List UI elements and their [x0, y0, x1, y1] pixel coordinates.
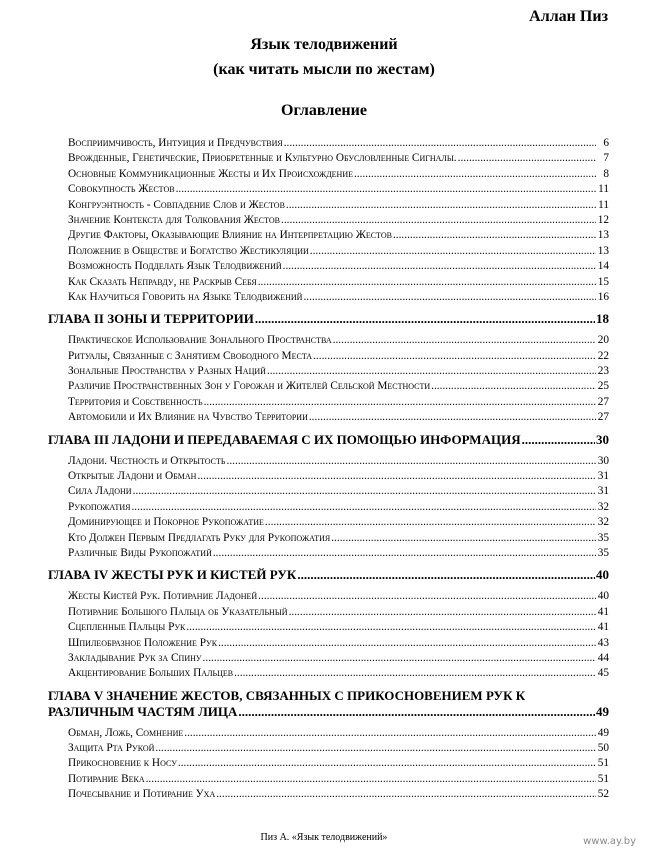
entry-page: 49 [597, 726, 609, 739]
toc-chapter-4[interactable] [48, 567, 609, 583]
toc-entry[interactable] [48, 275, 609, 290]
entry-page: 27 [597, 411, 609, 424]
entry-page: 25 [597, 380, 609, 393]
entry-page: 41 [597, 621, 609, 634]
entry-page: 51 [597, 772, 609, 785]
entry-title: Закладывание Рук за Спину [68, 651, 202, 664]
entry-page: 44 [597, 651, 609, 664]
dot-leader [204, 395, 596, 410]
toc-entry[interactable] [48, 651, 609, 666]
entry-title: Шпилеобразное Положение Рук [68, 636, 218, 649]
entry-page: 22 [597, 349, 609, 362]
entry-page: 12 [597, 213, 609, 226]
toc-entry[interactable] [48, 244, 609, 259]
toc-entry[interactable] [48, 136, 609, 151]
toc-entry[interactable] [48, 605, 609, 620]
book-subtitle: (как читать мысли по жестам) [213, 61, 435, 78]
entry-page: 35 [597, 531, 609, 544]
dot-leader [331, 531, 596, 546]
entry-page: 14 [597, 260, 609, 273]
toc-entry[interactable] [48, 636, 609, 651]
entry-page: 13 [597, 244, 609, 257]
chapter-page: 18 [596, 311, 609, 327]
chapter-title-line2: РАЗЛИЧНЫМ ЧАСТЯМ ЛИЦА [48, 703, 238, 719]
dot-leader [354, 167, 596, 182]
entry-page: 41 [597, 605, 609, 618]
dot-leader [431, 379, 596, 394]
entry-page: 13 [597, 229, 609, 242]
chapter-title: ГЛАВА II ЗОНЫ И ТЕРРИТОРИИ [48, 311, 254, 327]
watermark: www.ay.by [583, 836, 636, 847]
dot-leader [281, 213, 596, 228]
toc-entry[interactable] [48, 395, 609, 410]
dot-leader [258, 589, 596, 604]
dot-leader [227, 454, 596, 469]
dot-leader [186, 620, 596, 635]
entry-title: Ладони. Честность и Открытость [68, 454, 226, 467]
toc-entry[interactable] [48, 454, 609, 469]
toc-entry[interactable] [48, 484, 609, 499]
dot-leader [267, 364, 596, 379]
entry-title: Восприимчивость, Интуиция и Предчувствия [68, 136, 283, 149]
toc-entry[interactable] [48, 333, 609, 348]
entry-page: 51 [597, 757, 609, 770]
entry-page: 45 [597, 667, 609, 680]
entry-title: Территория и Собственность [68, 395, 203, 408]
dot-leader [213, 546, 596, 561]
dot-leader [284, 136, 596, 151]
toc-entry[interactable] [48, 772, 609, 787]
toc-entry[interactable] [48, 410, 609, 425]
chapter-page: 30 [596, 431, 609, 447]
toc-entry[interactable] [48, 500, 609, 515]
toc-entry[interactable] [48, 167, 609, 182]
toc-entry[interactable] [48, 213, 609, 228]
entry-title: Открытые Ладони и Обман [68, 470, 197, 483]
dot-leader [289, 605, 596, 620]
toc-entry[interactable] [48, 469, 609, 484]
entry-page: 35 [597, 546, 609, 559]
toc-chapter-2[interactable] [48, 311, 609, 327]
dot-leader [176, 182, 596, 197]
entry-title: Сцепленные Пальцы Рук [68, 621, 186, 634]
toc-entry[interactable] [48, 259, 609, 274]
toc-chapter-5[interactable] [48, 688, 609, 720]
entry-title: Жесты Кистей Рук. Потирание Ладоней [68, 590, 258, 603]
toc-group-chapter-3 [48, 454, 609, 562]
dot-leader [238, 704, 595, 720]
toc-entry[interactable] [48, 198, 609, 213]
page-footer: Пиз А. «Язык телодвижений» [260, 832, 388, 843]
entry-title: Практическое Использование Зонального Пространства [68, 334, 332, 347]
toc-entry[interactable] [48, 151, 609, 166]
book-title: Язык телодвижений [250, 36, 398, 53]
toc-group-chapter-2 [48, 333, 609, 425]
entry-title: Различные Виды Рукопожатий [68, 546, 212, 559]
toc-entry[interactable] [48, 228, 609, 243]
toc-entry[interactable] [48, 741, 609, 756]
entry-title: Потирание Века [68, 772, 145, 785]
toc-entry[interactable] [48, 531, 609, 546]
entry-page: 32 [597, 516, 609, 529]
table-of-contents [48, 136, 609, 803]
entry-title: Доминирующее и Покорное Рукопожатие [68, 516, 264, 529]
dot-leader [133, 484, 596, 499]
entry-title: Акцентирование Больших Пальцев [68, 667, 234, 680]
author-name: Аллан Пиз [529, 8, 608, 25]
entry-title: Как Научиться Говорить на Языке Телодвижений [68, 290, 303, 303]
dot-leader [297, 567, 595, 583]
entry-title: Кто Должен Первым Предлагать Руку для Рукопожатия [68, 531, 331, 544]
toc-group-chapter-5 [48, 726, 609, 803]
entry-title: Почесывание и Потирание Уха [68, 788, 216, 801]
toc-heading: Оглавление [281, 102, 367, 119]
dot-leader [333, 333, 596, 348]
dot-leader [313, 349, 596, 364]
dot-leader [184, 726, 596, 741]
dot-leader [303, 290, 596, 305]
toc-entry[interactable] [48, 666, 609, 681]
entry-title: Ритуалы, Связанные с Занятием Свободного Места [68, 349, 313, 362]
dot-leader [265, 515, 596, 530]
dot-leader [310, 244, 596, 259]
dot-leader [216, 787, 596, 802]
entry-title: Возможность Подделать Язык Телодвижений [68, 260, 282, 273]
toc-group-intro [48, 136, 609, 305]
chapter-title-line1: ГЛАВА V ЗНАЧЕНИЕ ЖЕСТОВ, СВЯЗАННЫХ С ПРИКОСНОВЕНИЕМ РУК К [48, 687, 526, 703]
toc-entry[interactable] [48, 546, 609, 561]
toc-entry[interactable] [48, 787, 609, 802]
entry-title: Прикосновение к Носу [68, 757, 177, 770]
dot-leader [522, 432, 595, 448]
entry-title: Положение в Обществе и Богатство Жестикуляции [68, 244, 309, 257]
entry-page: 43 [597, 636, 609, 649]
dot-leader [255, 311, 595, 327]
entry-page: 30 [597, 454, 609, 467]
entry-page: 6 [603, 136, 609, 149]
chapter-page: 40 [596, 567, 609, 583]
toc-entry[interactable] [48, 349, 609, 364]
entry-page: 15 [597, 275, 609, 288]
toc-group-chapter-4 [48, 589, 609, 681]
chapter-title: ГЛАВА III ЛАДОНИ И ПЕРЕДАВАЕМАЯ С ИХ ПОМОЩЬЮ ИНФОРМАЦИЯ [48, 431, 521, 447]
entry-title: Зональные Пространства у Разных Наций [68, 365, 266, 378]
dot-leader [203, 651, 596, 666]
chapter-title: ГЛАВА IV ЖЕСТЫ РУК И КИСТЕЙ РУК [48, 567, 297, 583]
entry-page: 23 [597, 365, 609, 378]
entry-page: 50 [597, 742, 609, 755]
entry-page: 11 [598, 183, 609, 196]
toc-entry[interactable] [48, 290, 609, 305]
toc-entry[interactable] [48, 182, 609, 197]
entry-title: Потирание Большого Пальца об Указательный [68, 605, 288, 618]
entry-title: Другие Факторы, Оказывающие Влияние на Интерпретацию Жестов [68, 229, 392, 242]
toc-entry[interactable] [48, 364, 609, 379]
dot-leader [283, 259, 596, 274]
entry-title: Конгруэнтность - Совпадение Слов и Жестов [68, 198, 285, 211]
entry-page: 7 [603, 152, 609, 165]
entry-title: Врожденные, Генетические, Приобретенные и Культурно Обусловленные Сигналы. [68, 152, 457, 165]
dot-leader [286, 198, 596, 213]
entry-title: Основные Коммуникационные Жесты и Их Происхождение [68, 167, 353, 180]
dot-leader [458, 151, 596, 166]
toc-chapter-3[interactable] [48, 432, 609, 448]
dot-leader [258, 275, 596, 290]
entry-page: 32 [597, 500, 609, 513]
toc-entry[interactable] [48, 620, 609, 635]
entry-page: 31 [597, 470, 609, 483]
entry-page: 40 [597, 590, 609, 603]
dot-leader [131, 500, 596, 515]
entry-title: Обман, Ложь, Сомнение [68, 726, 184, 739]
dot-leader [309, 410, 596, 425]
dot-leader [234, 666, 596, 681]
toc-entry[interactable] [48, 589, 609, 604]
toc-entry[interactable] [48, 726, 609, 741]
entry-page: 8 [603, 167, 609, 180]
entry-page: 11 [598, 198, 609, 211]
entry-title: Совокупность Жестов [68, 183, 175, 196]
dot-leader [197, 469, 596, 484]
entry-page: 31 [597, 485, 609, 498]
entry-page: 20 [597, 334, 609, 347]
entry-title: Автомобили и Их Влияние на Чувство Территории [68, 411, 308, 424]
dot-leader [155, 741, 596, 756]
entry-title: Защита Рта Рукой [68, 742, 155, 755]
entry-page: 16 [597, 290, 609, 303]
entry-page: 52 [597, 788, 609, 801]
entry-title: Значение Контекста для Толкования Жестов [68, 213, 281, 226]
dot-leader [178, 756, 596, 771]
entry-title: Различие Пространственных Зон у Горожан и Жителей Сельской Местности [68, 380, 431, 393]
toc-entry[interactable] [48, 515, 609, 530]
toc-entry[interactable] [48, 379, 609, 394]
entry-page: 27 [597, 395, 609, 408]
chapter-page: 49 [596, 703, 609, 719]
dot-leader [393, 228, 596, 243]
dot-leader [146, 772, 596, 787]
entry-title: Рукопожатия [68, 500, 131, 513]
entry-title: Сила Ладони [68, 485, 132, 498]
toc-entry[interactable] [48, 757, 609, 772]
dot-leader [218, 636, 596, 651]
entry-title: Как Сказать Неправду, не Раскрыв Себя [68, 275, 257, 288]
